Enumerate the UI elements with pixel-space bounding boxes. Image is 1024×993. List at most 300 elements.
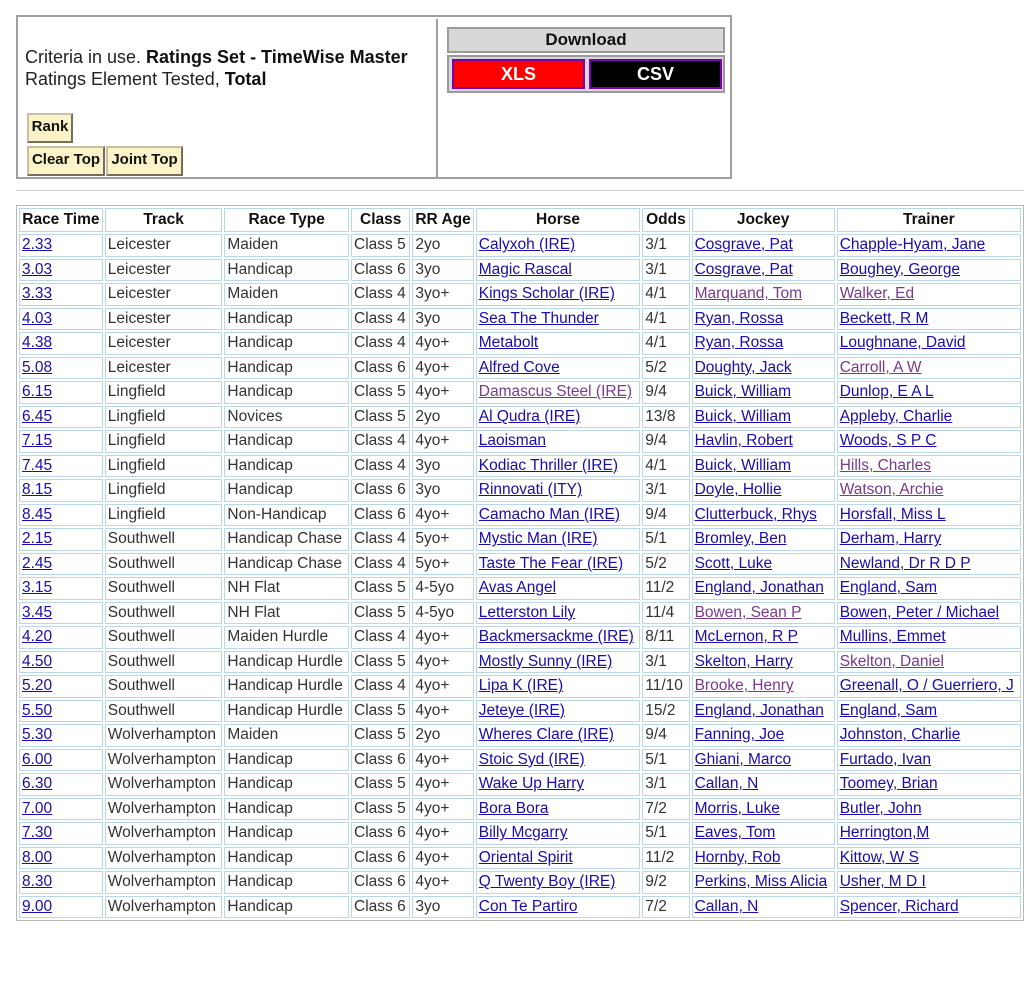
track-cell: Southwell: [105, 553, 223, 576]
jockey-link[interactable]: Cosgrave, Pat: [694, 260, 793, 278]
odds-cell: 7/2: [642, 896, 689, 919]
odds-cell: 5/2: [642, 357, 689, 380]
horse-link[interactable]: Q Twenty Boy (IRE): [478, 873, 616, 891]
jockey-link[interactable]: Havlin, Robert: [694, 432, 793, 450]
trainer-link[interactable]: Appleby, Charlie: [839, 407, 953, 425]
jockey-link[interactable]: Fanning, Joe: [694, 726, 785, 744]
race-type-cell: Maiden: [224, 283, 349, 306]
jockey-cell: [692, 822, 835, 845]
horse-link[interactable]: Al Qudra (IRE): [478, 407, 581, 425]
jockey-link[interactable]: McLernon, R P: [694, 628, 798, 646]
jockey-cell: [692, 283, 835, 306]
table-row: [19, 822, 1021, 845]
table-row: [19, 675, 1021, 698]
age-cell: 4yo+: [412, 822, 473, 845]
race-time-link[interactable]: 8.15: [22, 481, 53, 499]
table-header-row: [19, 208, 1021, 232]
trainer-link[interactable]: England, Sam: [839, 579, 938, 597]
age-cell: 4yo+: [412, 430, 473, 453]
horse-link[interactable]: Con Te Partiro: [478, 897, 578, 915]
jockey-link[interactable]: Marquand, Tom: [694, 285, 802, 303]
horse-link[interactable]: Magic Rascal: [478, 260, 572, 278]
class-cell: Class 5: [351, 798, 410, 821]
race-type-cell: Non-Handicap: [224, 504, 349, 527]
horse-cell: [476, 822, 641, 845]
jockey-link[interactable]: Clutterbuck, Rhys: [694, 505, 817, 523]
trainer-link[interactable]: Beckett, R M: [839, 309, 929, 327]
race-time-link[interactable]: 2.15: [22, 530, 53, 548]
trainer-cell: [837, 602, 1021, 625]
odds-cell: 9/4: [642, 430, 689, 453]
track-cell: Leicester: [105, 308, 223, 331]
horse-cell: [476, 259, 641, 282]
jockey-cell: [692, 847, 835, 870]
class-cell: Class 5: [351, 381, 410, 404]
age-cell: 3yo: [412, 308, 473, 331]
jockey-cell: [692, 430, 835, 453]
horse-link[interactable]: Backmersackme (IRE): [478, 628, 634, 646]
age-cell: 5yo+: [412, 553, 473, 576]
jockey-cell: [692, 553, 835, 576]
horse-link[interactable]: Metabolt: [478, 334, 539, 352]
criteria-text: [25, 46, 408, 90]
jockey-link[interactable]: Buick, William: [694, 456, 792, 474]
track-cell: Wolverhampton: [105, 798, 223, 821]
trainer-link[interactable]: Usher, M D I: [839, 873, 926, 891]
trainer-link[interactable]: Kittow, W S: [839, 848, 919, 866]
horse-cell: [476, 332, 641, 355]
trainer-cell: [837, 700, 1021, 723]
race-time-link[interactable]: 5.20: [22, 677, 53, 695]
horse-link[interactable]: Kings Scholar (IRE): [478, 285, 615, 303]
race-time-link[interactable]: 3.33: [22, 285, 53, 303]
trainer-cell: [837, 896, 1021, 919]
class-cell: Class 6: [351, 822, 410, 845]
race-type-cell: Handicap: [224, 332, 349, 355]
odds-cell: 4/1: [642, 308, 689, 331]
column-header-horse: Horse: [476, 208, 641, 232]
race-time-link[interactable]: 8.00: [22, 848, 53, 866]
jockey-link[interactable]: Buick, William: [694, 383, 792, 401]
horse-cell: [476, 847, 641, 870]
class-cell: Class 5: [351, 234, 410, 257]
trainer-link[interactable]: Boughey, George: [839, 260, 961, 278]
jockey-cell: [692, 406, 835, 429]
class-cell: Class 5: [351, 577, 410, 600]
race-time-link[interactable]: 6.45: [22, 407, 53, 425]
horse-cell: [476, 455, 641, 478]
race-type-cell: Handicap: [224, 822, 349, 845]
horse-cell: [476, 675, 641, 698]
race-type-cell: Handicap: [224, 749, 349, 772]
track-cell: Lingfield: [105, 430, 223, 453]
horse-link[interactable]: Mystic Man (IRE): [478, 530, 598, 548]
race-type-cell: Handicap: [224, 430, 349, 453]
track-cell: Southwell: [105, 675, 223, 698]
age-cell: 3yo+: [412, 283, 473, 306]
age-cell: 3yo: [412, 479, 473, 502]
trainer-cell: [837, 847, 1021, 870]
odds-cell: 9/4: [642, 724, 689, 747]
horse-cell: [476, 700, 641, 723]
race-type-cell: Handicap Chase: [224, 528, 349, 551]
trainer-link[interactable]: Carroll, A W: [839, 358, 922, 376]
jockey-cell: [692, 381, 835, 404]
jockey-cell: [692, 749, 835, 772]
horse-link[interactable]: Calyxoh (IRE): [478, 236, 576, 254]
jockey-cell: [692, 504, 835, 527]
table-row: [19, 553, 1021, 576]
class-cell: Class 4: [351, 308, 410, 331]
age-cell: 4yo+: [412, 675, 473, 698]
race-type-cell: Maiden Hurdle: [224, 626, 349, 649]
age-cell: 4yo+: [412, 847, 473, 870]
age-cell: 4-5yo: [412, 602, 473, 625]
odds-cell: 3/1: [642, 479, 689, 502]
table-row: [19, 504, 1021, 527]
horse-cell: [476, 724, 641, 747]
age-cell: 5yo+: [412, 528, 473, 551]
race-time-cell: [19, 724, 103, 747]
horse-link[interactable]: Bora Bora: [478, 799, 549, 817]
class-cell: Class 4: [351, 455, 410, 478]
odds-cell: 4/1: [642, 332, 689, 355]
track-cell: Wolverhampton: [105, 724, 223, 747]
race-time-cell: [19, 234, 103, 257]
trainer-link[interactable]: Derham, Harry: [839, 530, 942, 548]
jockey-cell: [692, 896, 835, 919]
trainer-cell: [837, 357, 1021, 380]
trainer-link[interactable]: Butler, John: [839, 799, 922, 817]
trainer-link[interactable]: England, Sam: [839, 701, 938, 719]
ratings-element: Total: [224, 69, 267, 89]
odds-cell: 11/2: [642, 847, 689, 870]
horse-cell: [476, 749, 641, 772]
horse-cell: [476, 357, 641, 380]
jockey-link[interactable]: Hornby, Rob: [694, 848, 781, 866]
class-cell: Class 6: [351, 504, 410, 527]
jockey-cell: [692, 700, 835, 723]
table-row: [19, 577, 1021, 600]
horse-cell: [476, 871, 641, 894]
trainer-link[interactable]: Chapple-Hyam, Jane: [839, 236, 986, 254]
trainer-link[interactable]: Woods, S P C: [839, 432, 937, 450]
race-time-cell: [19, 651, 103, 674]
race-time-link[interactable]: 4.38: [22, 334, 53, 352]
table-row: [19, 798, 1021, 821]
criteria-box: [20, 19, 438, 177]
race-time-link[interactable]: 3.15: [22, 579, 53, 597]
table-row: [19, 430, 1021, 453]
track-cell: Wolverhampton: [105, 822, 223, 845]
age-cell: 4yo+: [412, 871, 473, 894]
class-cell: Class 6: [351, 479, 410, 502]
column-header-jockey: Jockey: [692, 208, 835, 232]
horse-cell: [476, 553, 641, 576]
jockey-link[interactable]: Doyle, Hollie: [694, 481, 782, 499]
rank-button[interactable]: Rank: [27, 113, 73, 143]
trainer-cell: [837, 651, 1021, 674]
trainer-link[interactable]: Newland, Dr R D P: [839, 554, 971, 572]
csv-download-button[interactable]: CSV: [589, 59, 722, 89]
odds-cell: 15/2: [642, 700, 689, 723]
horse-link[interactable]: Taste The Fear (IRE): [478, 554, 624, 572]
horse-link[interactable]: Letterston Lily: [478, 603, 576, 621]
trainer-link[interactable]: Horsfall, Miss L: [839, 505, 946, 523]
odds-cell: 3/1: [642, 259, 689, 282]
trainer-link[interactable]: Herrington,M: [839, 824, 930, 842]
horse-link[interactable]: Alfred Cove: [478, 358, 560, 376]
jockey-link[interactable]: Scott, Luke: [694, 554, 773, 572]
column-header-race-time: Race Time: [19, 208, 103, 232]
jockey-link[interactable]: Bowen, Sean P: [694, 603, 802, 621]
trainer-link[interactable]: Bowen, Peter / Michael: [839, 603, 1000, 621]
trainer-cell: [837, 553, 1021, 576]
table-row: [19, 259, 1021, 282]
class-cell: Class 5: [351, 651, 410, 674]
track-cell: Southwell: [105, 700, 223, 723]
race-time-cell: [19, 455, 103, 478]
trainer-link[interactable]: Spencer, Richard: [839, 897, 959, 915]
race-time-link[interactable]: 7.45: [22, 456, 53, 474]
age-cell: 4yo+: [412, 357, 473, 380]
race-time-link[interactable]: 7.00: [22, 799, 53, 817]
odds-cell: 3/1: [642, 773, 689, 796]
race-time-link[interactable]: 6.15: [22, 383, 53, 401]
jockey-cell: [692, 357, 835, 380]
clear-top-button[interactable]: Clear Top: [27, 146, 105, 176]
jockey-cell: [692, 871, 835, 894]
horse-cell: [476, 577, 641, 600]
jockey-link[interactable]: England, Jonathan: [694, 701, 824, 719]
jockey-link[interactable]: Callan, N: [694, 897, 759, 915]
horse-link[interactable]: Stoic Syd (IRE): [478, 750, 585, 768]
race-time-cell: [19, 896, 103, 919]
odds-cell: 11/4: [642, 602, 689, 625]
table-row: [19, 773, 1021, 796]
trainer-cell: [837, 259, 1021, 282]
track-cell: Leicester: [105, 332, 223, 355]
trainer-cell: [837, 577, 1021, 600]
trainer-link[interactable]: Johnston, Charlie: [839, 726, 961, 744]
horse-link[interactable]: Wheres Clare (IRE): [478, 726, 614, 744]
race-time-link[interactable]: 2.33: [22, 236, 53, 254]
race-type-cell: Handicap: [224, 847, 349, 870]
trainer-cell: [837, 283, 1021, 306]
odds-cell: 11/10: [642, 675, 689, 698]
jockey-cell: [692, 577, 835, 600]
class-cell: Class 6: [351, 896, 410, 919]
trainer-link[interactable]: Walker, Ed: [839, 285, 915, 303]
class-cell: Class 5: [351, 773, 410, 796]
race-time-link[interactable]: 5.08: [22, 358, 53, 376]
jockey-link[interactable]: Brooke, Henry: [694, 677, 794, 695]
race-time-cell: [19, 626, 103, 649]
race-time-cell: [19, 871, 103, 894]
jockey-link[interactable]: Morris, Luke: [694, 799, 780, 817]
column-header-odds: Odds: [642, 208, 689, 232]
trainer-cell: [837, 822, 1021, 845]
age-cell: 2yo: [412, 234, 473, 257]
jockey-link[interactable]: Perkins, Miss Alicia: [694, 873, 828, 891]
jockey-cell: [692, 651, 835, 674]
jockey-link[interactable]: Ryan, Rossa: [694, 309, 784, 327]
horse-cell: [476, 798, 641, 821]
race-time-link[interactable]: 5.50: [22, 701, 53, 719]
class-cell: Class 4: [351, 553, 410, 576]
jockey-cell: [692, 626, 835, 649]
horse-link[interactable]: Laoisman: [478, 432, 546, 450]
race-time-link[interactable]: 3.45: [22, 603, 53, 621]
track-cell: Southwell: [105, 602, 223, 625]
odds-cell: 9/4: [642, 504, 689, 527]
jockey-link[interactable]: Doughty, Jack: [694, 358, 792, 376]
race-time-link[interactable]: 4.20: [22, 628, 53, 646]
race-time-link[interactable]: 7.30: [22, 824, 53, 842]
trainer-cell: [837, 675, 1021, 698]
jockey-link[interactable]: Bromley, Ben: [694, 530, 787, 548]
download-buttons: [447, 55, 725, 93]
trainer-cell: [837, 308, 1021, 331]
table-row: [19, 528, 1021, 551]
jockey-cell: [692, 259, 835, 282]
age-cell: 4yo+: [412, 504, 473, 527]
jockey-link[interactable]: Callan, N: [694, 775, 759, 793]
odds-cell: 3/1: [642, 234, 689, 257]
class-cell: Class 6: [351, 847, 410, 870]
race-time-link[interactable]: 6.30: [22, 775, 53, 793]
trainer-link[interactable]: Skelton, Daniel: [839, 652, 944, 670]
horse-link[interactable]: Wake Up Harry: [478, 775, 585, 793]
element-prefix: Ratings Element Tested,: [25, 69, 225, 89]
jockey-link[interactable]: Skelton, Harry: [694, 652, 793, 670]
horse-link[interactable]: Kodiac Thriller (IRE): [478, 456, 619, 474]
class-cell: Class 6: [351, 259, 410, 282]
horse-link[interactable]: Camacho Man (IRE): [478, 505, 621, 523]
trainer-link[interactable]: Toomey, Brian: [839, 775, 938, 793]
trainer-link[interactable]: Mullins, Emmet: [839, 628, 946, 646]
table-row: [19, 749, 1021, 772]
odds-cell: 5/2: [642, 553, 689, 576]
track-cell: Lingfield: [105, 381, 223, 404]
race-time-cell: [19, 504, 103, 527]
race-time-link[interactable]: 6.00: [22, 750, 53, 768]
horse-link[interactable]: Damascus Steel (IRE): [478, 383, 633, 401]
horse-link[interactable]: Jeteye (IRE): [478, 701, 565, 719]
age-cell: 4yo+: [412, 332, 473, 355]
horse-link[interactable]: Billy Mcgarry: [478, 824, 568, 842]
horse-link[interactable]: Rinnovati (ITY): [478, 481, 583, 499]
trainer-link[interactable]: Watson, Archie: [839, 481, 944, 499]
odds-cell: 4/1: [642, 283, 689, 306]
jockey-link[interactable]: Buick, William: [694, 407, 792, 425]
jockey-link[interactable]: Ghiani, Marco: [694, 750, 792, 768]
race-time-link[interactable]: 5.30: [22, 726, 53, 744]
age-cell: 4yo+: [412, 773, 473, 796]
jockey-link[interactable]: England, Jonathan: [694, 579, 824, 597]
trainer-link[interactable]: Furtado, Ivan: [839, 750, 932, 768]
class-cell: Class 4: [351, 626, 410, 649]
table-row: [19, 896, 1021, 919]
odds-cell: 5/1: [642, 822, 689, 845]
jockey-cell: [692, 675, 835, 698]
horse-link[interactable]: Avas Angel: [478, 579, 557, 597]
horse-link[interactable]: Oriental Spirit: [478, 848, 573, 866]
race-time-link[interactable]: 9.00: [22, 897, 53, 915]
joint-top-button[interactable]: Joint Top: [106, 146, 183, 176]
class-cell: Class 5: [351, 406, 410, 429]
horse-link[interactable]: Sea The Thunder: [478, 309, 599, 327]
race-type-cell: Handicap Chase: [224, 553, 349, 576]
race-type-cell: Maiden: [224, 234, 349, 257]
jockey-cell: [692, 332, 835, 355]
race-time-link[interactable]: 4.50: [22, 652, 53, 670]
jockey-link[interactable]: Cosgrave, Pat: [694, 236, 793, 254]
class-cell: Class 5: [351, 602, 410, 625]
race-table: [16, 205, 1024, 921]
race-time-cell: [19, 308, 103, 331]
table-row: [19, 308, 1021, 331]
age-cell: 4yo+: [412, 700, 473, 723]
class-cell: Class 4: [351, 283, 410, 306]
horse-cell: [476, 504, 641, 527]
race-time-cell: [19, 357, 103, 380]
column-header-class: Class: [351, 208, 410, 232]
race-time-link[interactable]: 2.45: [22, 554, 53, 572]
race-time-link[interactable]: 8.30: [22, 873, 53, 891]
jockey-link[interactable]: Ryan, Rossa: [694, 334, 784, 352]
race-time-link[interactable]: 4.03: [22, 309, 53, 327]
race-time-link[interactable]: 7.15: [22, 432, 53, 450]
age-cell: 4yo+: [412, 626, 473, 649]
xls-download-button[interactable]: XLS: [452, 59, 585, 89]
table-row: [19, 381, 1021, 404]
race-type-cell: Novices: [224, 406, 349, 429]
trainer-link[interactable]: Dunlop, E A L: [839, 383, 934, 401]
race-type-cell: Handicap: [224, 381, 349, 404]
trainer-link[interactable]: Greenall, O / Guerriero, J: [839, 677, 1014, 695]
trainer-link[interactable]: Loughnane, David: [839, 334, 966, 352]
criteria-prefix: Criteria in use.: [25, 47, 147, 67]
trainer-link[interactable]: Hills, Charles: [839, 456, 932, 474]
ratings-set: Ratings Set - TimeWise Master: [146, 47, 408, 67]
horse-cell: [476, 283, 641, 306]
table-row: [19, 602, 1021, 625]
horse-cell: [476, 479, 641, 502]
odds-cell: 8/11: [642, 626, 689, 649]
horse-link[interactable]: Mostly Sunny (IRE): [478, 652, 613, 670]
horse-link[interactable]: Lipa K (IRE): [478, 677, 564, 695]
download-box: [440, 19, 730, 177]
table-row: [19, 332, 1021, 355]
race-time-link[interactable]: 8.45: [22, 505, 53, 523]
trainer-cell: [837, 528, 1021, 551]
age-cell: 4yo+: [412, 798, 473, 821]
race-time-cell: [19, 259, 103, 282]
race-time-link[interactable]: 3.03: [22, 260, 53, 278]
race-time-cell: [19, 749, 103, 772]
class-cell: Class 5: [351, 700, 410, 723]
race-type-cell: Handicap: [224, 798, 349, 821]
age-cell: 2yo: [412, 406, 473, 429]
age-cell: 2yo: [412, 724, 473, 747]
jockey-link[interactable]: Eaves, Tom: [694, 824, 776, 842]
jockey-cell: [692, 455, 835, 478]
table-body: [19, 234, 1021, 918]
race-time-cell: [19, 430, 103, 453]
race-time-cell: [19, 332, 103, 355]
race-time-cell: [19, 798, 103, 821]
